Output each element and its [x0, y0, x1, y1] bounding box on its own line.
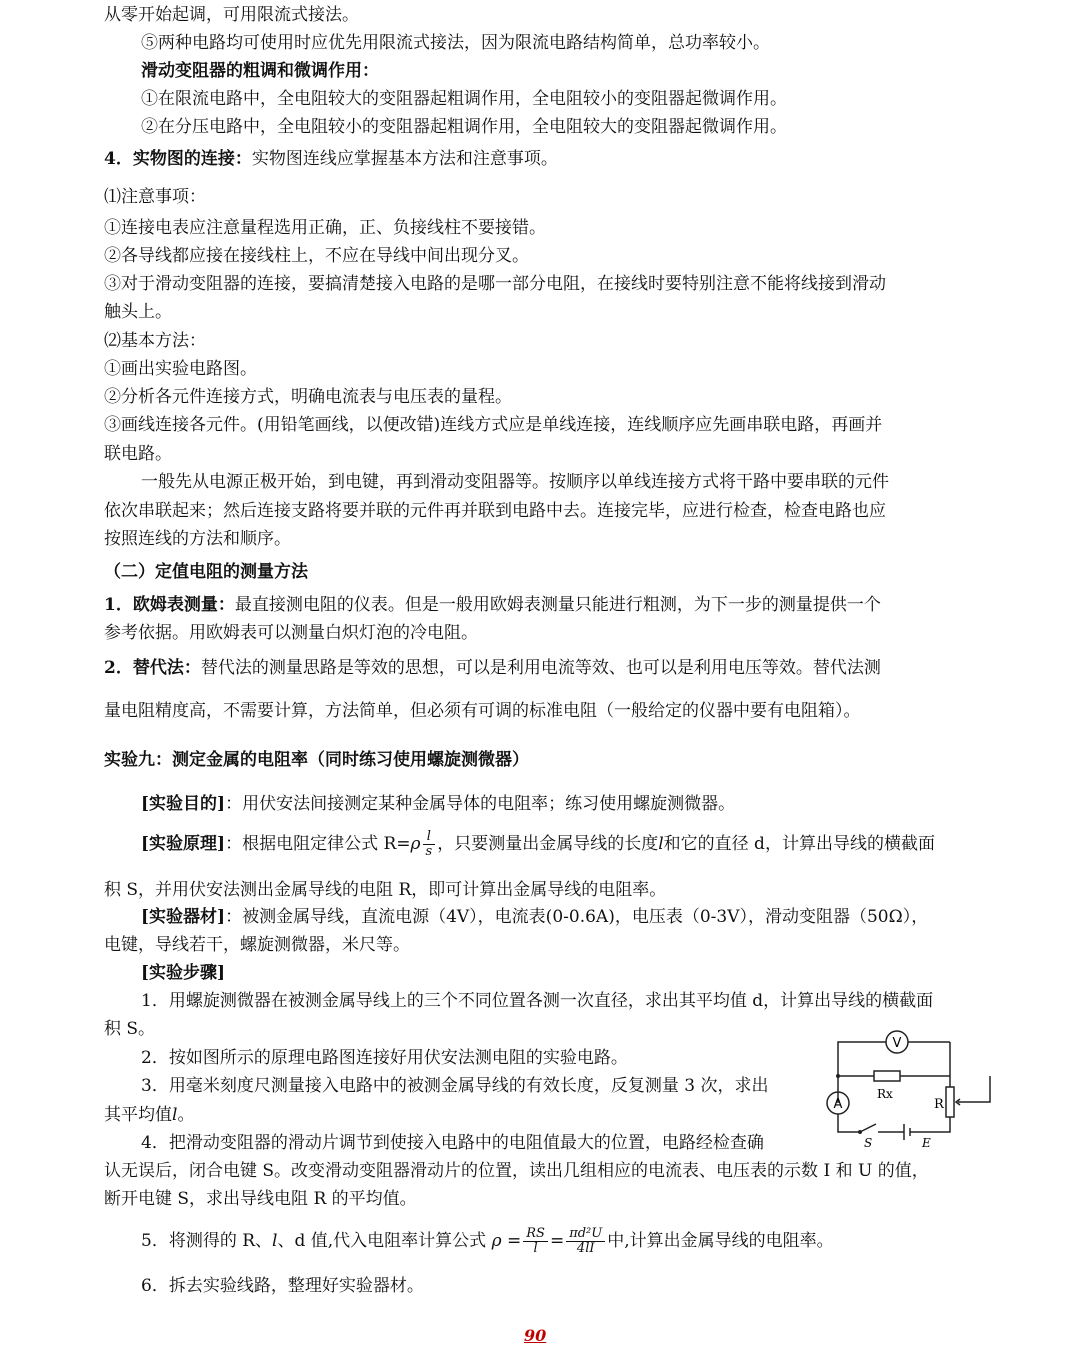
rheostat-body — [946, 1087, 954, 1117]
text-line: ③对于滑动变阻器的连接，要搞清楚接入电路的是哪一部分电阻，在接线时要特别注意不能将线接到滑动 — [104, 274, 886, 294]
text-line: 触头上。 — [104, 302, 172, 322]
text-line — [141, 1220, 834, 1262]
text-line — [141, 793, 735, 815]
fraction-denominator: l — [533, 1241, 538, 1256]
label-bracket: [实验目的] — [141, 794, 226, 814]
text-span: 。 — [177, 1105, 195, 1125]
text-line: ②各导线都应接在接线柱上，不应在导线中间出现分叉。 — [104, 246, 529, 266]
text-line — [141, 823, 935, 865]
fraction-denominator: 4lI — [576, 1241, 595, 1256]
text-span: 5．将测得的 R、 — [141, 1231, 273, 1251]
ammeter-label: A — [833, 1097, 843, 1112]
label-bracket: [实验步骤] — [141, 963, 226, 983]
rheostat-label: R — [934, 1097, 944, 1112]
text-line — [104, 594, 881, 616]
experiment-title: 实验九：测定金属的电阻率（同时练习使用螺旋测微器） — [104, 750, 529, 770]
fraction-l-over-s — [423, 830, 436, 859]
text-span: ，只要测量出金属导线的长度 — [437, 834, 659, 854]
wire-bottom-left — [838, 1114, 860, 1132]
rx-resistor — [874, 1071, 900, 1081]
voltmeter-label: V — [892, 1036, 902, 1051]
text-line: 断开电键 S，求出导线电阻 R 的平均值。 — [104, 1189, 417, 1209]
wire-bottom-right — [910, 1117, 950, 1132]
label-bracket: [实验原理] — [141, 834, 226, 854]
text-line — [104, 657, 881, 679]
section-heading: （二）定值电阻的测量方法 — [104, 562, 308, 582]
text-line: 依次串联起来；然后连接支路将要并联的元件再并联到电路中去。连接完毕，应进行检查，检查电路也应 — [104, 501, 886, 521]
item-heading: 1．欧姆表测量： — [104, 595, 235, 615]
text-line: ③画线连接各元件。(用铅笔画线，以便改错)连线方式应是单线连接，连线顺序应先画串联电路，再画并 — [104, 415, 883, 435]
text-span: 中,计算出金属导线的电阻率。 — [607, 1231, 834, 1251]
junction-dot — [836, 1074, 840, 1078]
text-line: 3．用毫米刻度尺测量接入电路中的被测金属导线的有效长度，反复测量 3 次，求出 — [141, 1076, 769, 1096]
text-line — [141, 906, 928, 928]
text-line: 电键，导线若干，螺旋测微器，米尺等。 — [104, 935, 410, 955]
text-line — [104, 1104, 194, 1126]
text-line: 从零开始起调，可用限流式接法。 — [104, 5, 359, 25]
text-line: 联电路。 — [104, 444, 172, 464]
equals-sign: = — [549, 1231, 565, 1251]
text-line: 6．拆去实验线路，整理好实验器材。 — [141, 1276, 424, 1296]
rho-symbol: ρ — [410, 834, 421, 854]
text-line: 按照连线的方法和顺序。 — [104, 529, 291, 549]
text-line: ⑴注意事项： — [104, 187, 206, 207]
symbol-l: l — [172, 1105, 178, 1125]
text-span: 替代法的测量思路是等效的思想，可以是利用电流等效、也可以是利用电压等效。替代法测 — [200, 658, 881, 678]
rx-label: Rx — [877, 1087, 893, 1101]
text-span: 、d 值,代入电阻率计算公式 — [277, 1231, 487, 1251]
rho-symbol: ρ = — [491, 1231, 522, 1251]
item-heading: 2．替代法： — [104, 658, 201, 678]
text-line: ②分析各元件连接方式，明确电流表与电压表的量程。 — [104, 387, 512, 407]
text-line: 积 S，并用伏安法测出金属导线的电阻 R，即可计算出金属导线的电阻率。 — [104, 880, 667, 900]
subheading: 滑动变阻器的粗调和微调作用： — [141, 61, 379, 81]
fraction-numerator: πd²U — [566, 1227, 605, 1242]
symbol-l: l — [658, 834, 664, 854]
text-span: 和它的直径 d，计算出导线的横截面 — [663, 834, 935, 854]
text-span: ：根据电阻定律公式 R= — [225, 834, 411, 854]
text-line: 4．把滑动变阻器的滑动片调节到使接入电路中的电阻值最大的位置，电路经检查确 — [141, 1133, 764, 1153]
label-bracket: [实验器材] — [141, 907, 226, 927]
switch-blade — [860, 1124, 876, 1132]
text-span: 实物图连线应掌握基本方法和注意事项。 — [251, 149, 558, 169]
battery-label: E — [922, 1136, 931, 1150]
text-line: ①连接电表应注意量程选用正确，正、负接线柱不要接错。 — [104, 218, 546, 238]
section-heading: 4．实物图的连接： — [104, 149, 252, 169]
text-line: 1．用螺旋测微器在被测金属导线上的三个不同位置各测一次直径，求出其平均值 d，计算出导线的横截面 — [141, 991, 934, 1011]
text-line: 认无误后，闭合电键 S。改变滑动变阻器滑动片的位置，读出几组相应的电流表、电压表的示数 I 和 U 的值， — [104, 1161, 929, 1181]
text-line — [104, 148, 558, 170]
text-line: 积 S。 — [104, 1019, 156, 1039]
text-line: 2．按如图所示的原理电路图连接好用伏安法测电阻的实验电路。 — [141, 1048, 628, 1068]
fraction-rs-over-l — [523, 1227, 548, 1256]
text-line: ①在限流电路中，全电阻较大的变阻器起粗调作用，全电阻较小的变阻器起微调作用。 — [141, 89, 787, 109]
text-span: ：被测金属导线，直流电源（4V），电流表(0-0.6A)，电压表（0-3V），滑动变阻器（50Ω）， — [225, 907, 929, 927]
text-span: ：用伏安法间接测定某种金属导体的电阻率；练习使用螺旋测微器。 — [225, 794, 736, 814]
fraction-numerator: l — [423, 830, 436, 845]
fraction-numerator: RS — [523, 1227, 548, 1242]
text-line: 参考依据。用欧姆表可以测量白炽灯泡的冷电阻。 — [104, 623, 478, 643]
text-line: ②在分压电路中，全电阻较小的变阻器起粗调作用，全电阻较大的变阻器起微调作用。 — [141, 117, 787, 137]
text-line: ①画出实验电路图。 — [104, 359, 257, 379]
text-line: ⑤两种电路均可使用时应优先用限流式接法，因为限流电路结构简单，总功率较小。 — [141, 33, 770, 53]
text-line: 量电阻精度高，不需要计算，方法简单，但必须有可调的标准电阻（一般给定的仪器中要有电阻箱）。 — [104, 701, 861, 721]
rheostat-slider-wire — [958, 1076, 990, 1102]
page-number: 90 — [524, 1326, 547, 1345]
symbol-l: l — [272, 1231, 278, 1251]
text-span: 最直接测电阻的仪表。但是一般用欧姆表测量只能进行粗测，为下一步的测量提供一个 — [234, 595, 881, 615]
fraction-resistivity — [566, 1227, 605, 1256]
text-span: 其平均值 — [104, 1105, 172, 1125]
switch-label: S — [864, 1136, 873, 1150]
text-line: ⑵基本方法： — [104, 331, 206, 351]
text-line: 一般先从电源正极开始，到电键，再到滑动变阻器等。按顺序以单线连接方式将干路中要串联的元件 — [141, 472, 889, 492]
switch-pivot — [858, 1130, 862, 1134]
fraction-denominator: s — [425, 844, 433, 859]
circuit-diagram — [818, 1020, 998, 1150]
